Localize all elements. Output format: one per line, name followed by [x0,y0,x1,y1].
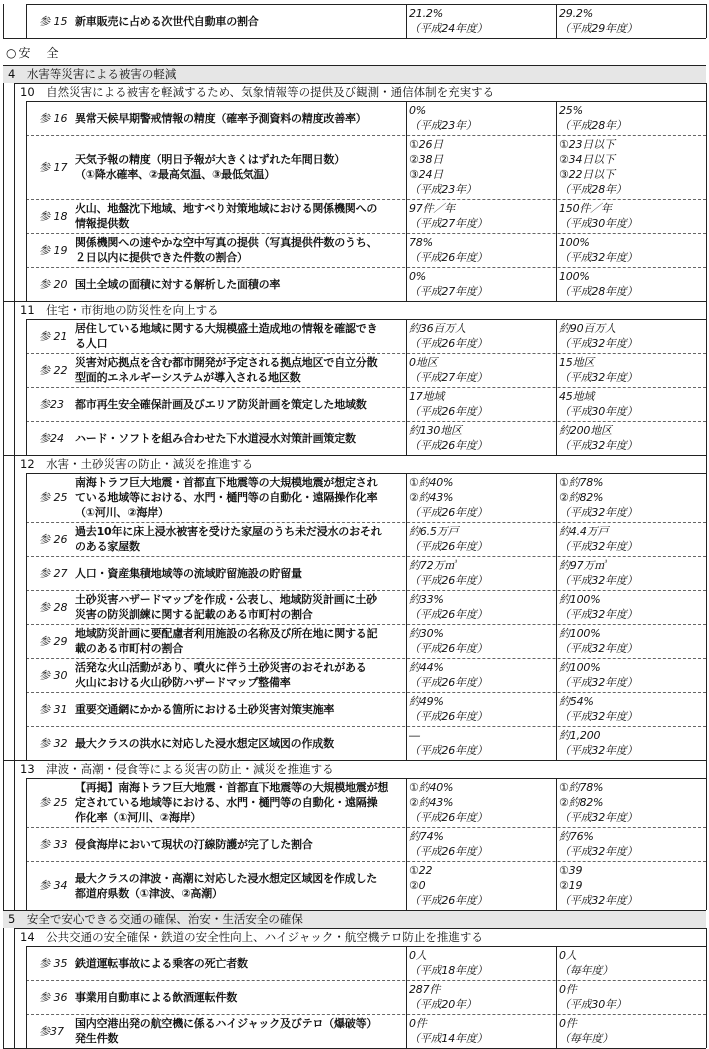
baseline-value: （平成26年度） [409,642,488,655]
baseline-value: （平成14年度） [409,1032,488,1045]
column-divider [406,199,407,233]
baseline-value: （平成26年度） [409,744,488,757]
target-value: （平成30年度） [559,405,638,418]
baseline-value: （平成27年度） [409,371,488,384]
target-value: （平成32年度） [559,506,638,519]
baseline-value: （平成26年度） [409,506,488,519]
target-value: （平成29年度） [559,22,638,35]
baseline-value: ②約43% [409,491,454,504]
baseline-value: 21.2% [409,7,443,20]
indicator-number: 参 25 [39,796,68,809]
row-divider [26,692,706,693]
rows-top-border [26,946,706,947]
column-divider [406,624,407,658]
indicator-number: 参 22 [39,363,68,377]
column-divider [556,556,557,590]
target-value: ①23日以下 [559,138,615,151]
target-value: 約90百万人 [559,322,616,335]
indicator-number: 参 15 [39,14,68,28]
indicator-number: 参 19 [39,243,68,257]
indicator-description: 火山、地盤沈下地域、地すべり対策地域における関係機関への [75,202,378,215]
target-value: （平成28年） [559,183,627,196]
target-value: （平成32年度） [559,744,638,757]
baseline-value: （平成18年度） [409,964,488,977]
baseline-value: 0件 [409,1017,427,1030]
baseline-value: （平成26年度） [409,405,488,418]
column-divider [406,980,407,1014]
column-divider [406,522,407,556]
column-divider [556,233,557,267]
outer-left-border [3,83,4,301]
indicator-description: 侵食海岸において現状の汀線防護が完了した割合 [75,837,313,851]
column-divider [556,421,557,455]
target-value: （平成32年度） [559,676,638,689]
indicator-description: 異常天候早期警戒情報の精度（確率予測資料の精度改善率） [75,111,367,125]
rows-top-border [26,4,706,5]
indicator-number: 参 31 [39,702,68,716]
baseline-value: ②約43% [409,796,454,809]
indicator-number: 参23 [39,397,64,411]
target-value: （平成30年） [559,998,627,1011]
rows-top-border [26,473,706,474]
column-divider [556,624,557,658]
indicator-number: 参 26 [39,532,68,546]
row-divider [26,267,706,268]
subsection-left-border [14,455,15,760]
target-value: （平成28年） [559,119,627,132]
indicator-description: 発生件数 [75,1032,119,1045]
target-value: （平成32年度） [559,371,638,384]
indicator-number: 参24 [39,431,64,445]
column-divider [556,387,557,421]
target-value: ②19 [559,879,583,892]
indicator-description: 人口・資産集積地域等の流域貯留施設の貯留量 [75,566,302,580]
column-divider [406,1014,407,1048]
target-value: 100% [559,270,590,283]
indicator-description: 天気予報の精度（明日予報が大きくはずれた年間日数） [75,153,345,166]
target-value: （毎年度） [559,1032,613,1045]
target-value: 100% [559,236,590,249]
indicator-number: 参 27 [39,566,68,580]
target-value: （平成32年度） [559,710,638,723]
indicator-description: 火山における火山砂防ハザードマップ整備率 [75,676,291,689]
outer-right-border [706,455,707,760]
indicator-description: 鉄道運転事故による乗客の死亡者数 [75,956,248,970]
row-divider [26,387,706,388]
row-left-border [26,319,27,455]
indicator-description: 【再掲】南海トラフ巨大地震・首都直下地震等の大規模地震が想 [75,781,389,794]
row-divider [26,199,706,200]
row-divider [26,726,706,727]
target-value: 15地区 [559,356,595,369]
indicator-description: ハード・ソフトを組み合わせた下水道浸水対策計画策定数 [75,431,356,445]
target-value: 0件 [559,983,577,996]
column-divider [406,590,407,624]
row-divider [26,556,706,557]
row-left-border [26,946,27,1048]
column-divider [556,590,557,624]
block-bottom-border [3,38,706,39]
column-divider [406,861,407,910]
column-divider [406,556,407,590]
baseline-value: （平成26年度） [409,540,488,553]
column-divider [556,861,557,910]
indicator-description: 情報提供数 [75,217,129,230]
subsection-left-border [14,760,15,910]
column-divider [406,778,407,827]
indicator-number: 参 30 [39,668,68,682]
column-divider [406,946,407,980]
column-divider [406,827,407,861]
column-divider [556,473,557,522]
indicator-description: 居住している地域に関する大規模盛土造成地の情報を確認でき [75,322,378,335]
indicator-number: 参37 [39,1024,64,1038]
outer-right-border [706,4,707,38]
baseline-value: （平成26年度） [409,574,488,587]
indicator-description: 災害の防災訓練に関する記載のある市町村の割合 [75,608,313,621]
indicator-description: る人口 [75,337,108,350]
baseline-value: ①約40% [409,476,454,489]
subsection-title: 10 自然災害による被害を軽減するため、気象情報等の提供及び観測・通信体制を充実する [20,85,495,99]
column-divider [406,473,407,522]
row-divider [26,624,706,625]
target-value: （平成32年度） [559,642,638,655]
target-value: （毎年度） [559,964,613,977]
row-left-border [26,473,27,760]
baseline-value: （平成26年度） [409,337,488,350]
target-value: ①39 [559,864,583,877]
outer-left-border [3,760,4,910]
row-divider [26,1014,706,1015]
indicator-description: 国内空港出発の航空機に係るハイジャック及びテロ（爆破等） [75,1017,378,1030]
indicator-number: 参 21 [39,329,68,343]
outer-right-border [706,301,707,455]
target-value: （平成32年度） [559,540,638,553]
subsection-border [14,760,706,761]
indicator-number: 参 17 [39,160,68,174]
rows-top-border [26,778,706,779]
target-value: （平成32年度） [559,337,638,350]
column-divider [556,4,557,38]
column-divider [406,658,407,692]
indicator-description: 土砂災害ハザードマップを作成・公表し、地域防災計画に土砂 [75,593,377,606]
indicator-number: 参 20 [39,277,68,291]
column-divider [556,946,557,980]
target-value: 約76% [559,830,594,843]
row-divider [26,658,706,659]
indicator-description: 関係機関への速やかな空中写真の提供（写真提供件数のうち、 [75,236,378,249]
target-value: 0人 [559,949,577,962]
baseline-value: （平成26年度） [409,845,488,858]
baseline-value: （平成20年） [409,998,477,1011]
target-value: 約54% [559,695,594,708]
target-value: （平成28年度） [559,285,638,298]
column-divider [556,135,557,199]
subsection-title: 14 公共交通の安全確保・鉄道の安全性向上、ハイジャック・航空機テロ防止を推進する [20,930,483,944]
target-value: 約100% [559,661,601,674]
baseline-value: 0人 [409,949,427,962]
indicator-number: 参 28 [39,600,68,614]
subsection-left-border [14,83,15,301]
baseline-value: （平成26年度） [409,710,488,723]
column-divider [556,101,557,135]
indicator-number: 参 33 [39,837,68,851]
subsection-title: 11 住宅・市街地の防災性を向上する [20,303,219,317]
rows-top-border [26,319,706,320]
row-divider [26,827,706,828]
baseline-value: （平成26年度） [409,608,488,621]
target-value: ①約78% [559,476,604,489]
baseline-value: 約33% [409,593,444,606]
indicator-number: 参 35 [39,956,68,970]
target-value: ③22日以下 [559,168,615,181]
row-divider [26,233,706,234]
target-value: （平成32年度） [559,811,638,824]
subsection-title: 12 水害・土砂災害の防止・減災を推進する [20,457,254,471]
column-divider [406,692,407,726]
indicator-description: （①降水確率、②最高気温、③最低気温） [75,168,276,181]
column-divider [556,199,557,233]
baseline-value: 78% [409,236,433,249]
row-left-border [26,778,27,910]
column-divider [556,319,557,353]
indicator-description: 災害対応拠点を含む都市開発が予定される拠点地区で自立分散 [75,356,378,369]
column-divider [406,387,407,421]
indicator-number: 参 16 [39,111,68,125]
target-value: ②約82% [559,491,604,504]
indicator-description: 都市再生安全確保計画及びエリア防災計画を策定した地域数 [75,397,367,411]
baseline-value: （平成26年度） [409,439,488,452]
column-divider [406,267,407,301]
baseline-value: ①22 [409,864,433,877]
indicator-description: 国土全域の面積に対する解析した面積の率 [75,277,281,291]
subsection-left-border [14,928,15,1048]
baseline-value: （平成23年） [409,119,477,132]
baseline-value: 287件 [409,983,441,996]
indicator-description: のある家屋数 [75,540,140,553]
column-divider [556,778,557,827]
baseline-value: （平成26年度） [409,811,488,824]
subsection-title: 13 津波・高潮・侵食等による災害の防止・減災を推進する [20,762,334,776]
target-value: 45地域 [559,390,595,403]
column-divider [406,233,407,267]
subsection-border [14,928,706,929]
column-divider [406,353,407,387]
column-divider [556,980,557,1014]
outer-right-border [706,83,707,301]
row-left-border [26,4,27,38]
target-value: （平成30年度） [559,217,638,230]
target-value: 約100% [559,593,601,606]
target-value: （平成32年度） [559,894,638,907]
target-value: （平成32年度） [559,439,638,452]
baseline-value: 約74% [409,830,444,843]
target-value: 約100% [559,627,601,640]
rows-top-border [26,101,706,102]
indicator-number: 参 34 [39,879,68,892]
column-divider [556,692,557,726]
target-value: ①約78% [559,781,604,794]
target-value: 約97万㎥ [559,559,605,572]
column-divider [556,1014,557,1048]
section-border [3,910,706,911]
row-divider [26,421,706,422]
baseline-value: 約49% [409,695,444,708]
indicator-number: 参 29 [39,634,68,648]
baseline-value: 約44% [409,661,444,674]
safety-heading: ○安 全 [6,46,61,60]
outer-left-border [3,928,4,1048]
column-divider [556,658,557,692]
column-divider [406,135,407,199]
indicator-description: 最大クラスの津波・高潮に対応した浸水想定区域図を作成した [75,871,378,885]
row-divider [26,522,706,523]
subsection-border [14,301,706,302]
column-divider [406,4,407,38]
indicator-description: 定されている地域等における、水門・樋門等の自動化・遠隔操 [75,796,378,809]
indicator-description: 載のある市町村の割合 [75,642,183,655]
row-divider [26,590,706,591]
baseline-value: ①約40% [409,781,454,794]
column-divider [406,421,407,455]
indicator-description: 重要交通網にかかる箇所における土砂災害対策実施率 [75,702,335,716]
column-divider [406,319,407,353]
indicator-description: 型面的エネルギーシステムが導入される地区数 [75,371,301,384]
column-divider [556,522,557,556]
target-value: ②約82% [559,796,604,809]
baseline-value: 0% [409,270,427,283]
indicator-description: （①河川、②海岸） [75,506,169,519]
indicator-description: 新車販売に占める次世代自動車の割合 [75,14,259,28]
target-value: ②34日以下 [559,153,615,166]
target-value: 0件 [559,1017,577,1030]
outer-left-border [3,455,4,760]
indicator-description: 事業用自動車による飲酒運転件数 [75,990,237,1004]
baseline-value: （平成24年度） [409,22,488,35]
target-value: 約1,200 [559,729,601,742]
indicator-description: 都道府県数（①津波、②高潮） [75,886,223,900]
outer-right-border [706,760,707,910]
baseline-value: 0% [409,104,427,117]
outer-left-border [3,301,4,455]
target-value: 約200地区 [559,424,612,437]
indicator-number: 参 25 [39,491,68,504]
target-value: （平成32年度） [559,845,638,858]
baseline-value: 約36百万人 [409,322,466,335]
section-title: 4 水害等災害による被害の軽減 [8,67,177,81]
baseline-value: （平成26年度） [409,676,488,689]
baseline-value: 17地域 [409,390,445,403]
baseline-value: 約30% [409,627,444,640]
row-left-border [26,101,27,301]
subsection-border [14,83,706,84]
indicator-description: 過去10年に床上浸水被害を受けた家屋のうち未だ浸水のおそれ [75,525,382,538]
baseline-value: （平成26年度） [409,251,488,264]
column-divider [556,827,557,861]
column-divider [556,726,557,760]
column-divider [556,267,557,301]
indicator-number: 参 32 [39,736,68,750]
target-value: （平成32年度） [559,574,638,587]
column-divider [406,726,407,760]
indicator-description: ２日以内に提供できた件数の割合） [75,251,248,264]
outer-left-border [3,4,4,38]
indicator-description: 南海トラフ巨大地震・首都直下地震等の大規模地震が想定され [75,476,378,489]
target-value: （平成32年度） [559,608,638,621]
baseline-value: ― [409,729,420,742]
indicator-number: 参 18 [39,209,68,223]
indicator-description: ている地域等における、水門・樋門等の自動化・遠隔操作化率 [75,491,378,504]
indicator-description: 最大クラスの洪水に対応した浸水想定区域図の作成数 [75,736,334,750]
row-divider [26,135,706,136]
subsection-left-border [14,301,15,455]
baseline-value: 0地区 [409,356,438,369]
baseline-value: （平成26年度） [409,894,488,907]
indicator-number: 参 36 [39,990,68,1004]
baseline-value: ①26日 [409,138,444,151]
indicator-description: 活発な火山活動があり、噴火に伴う土砂災害のおそれがある [75,661,367,674]
target-value: 約4.4万戸 [559,525,609,538]
column-divider [406,101,407,135]
baseline-value: ②38日 [409,153,444,166]
indicator-description: 地域防災計画に要配慮者利用施設の名称及び所在地に関する記 [75,627,378,640]
baseline-value: ②0 [409,879,426,892]
target-value: （平成32年度） [559,251,638,264]
section-title: 5 安全で安心できる交通の確保、治安・生活安全の確保 [8,912,303,926]
subsection-border [14,455,706,456]
baseline-value: 97件／年 [409,202,455,215]
row-divider [26,861,706,862]
row-divider [26,980,706,981]
column-divider [556,353,557,387]
baseline-value: 約72万㎥ [409,559,455,572]
baseline-value: （平成23年） [409,183,477,196]
baseline-value: ③24日 [409,168,444,181]
target-value: 25% [559,104,583,117]
section-border [3,65,706,66]
row-divider [26,353,706,354]
baseline-value: （平成27年度） [409,285,488,298]
target-value: 29.2% [559,7,593,20]
baseline-value: 約6.5万戸 [409,525,459,538]
target-value: 150件／年 [559,202,612,215]
outer-right-border [706,928,707,1048]
baseline-value: （平成27年度） [409,217,488,230]
indicator-description: 作化率（①河川、②海岸） [75,811,202,824]
baseline-value: 約130地区 [409,424,462,437]
